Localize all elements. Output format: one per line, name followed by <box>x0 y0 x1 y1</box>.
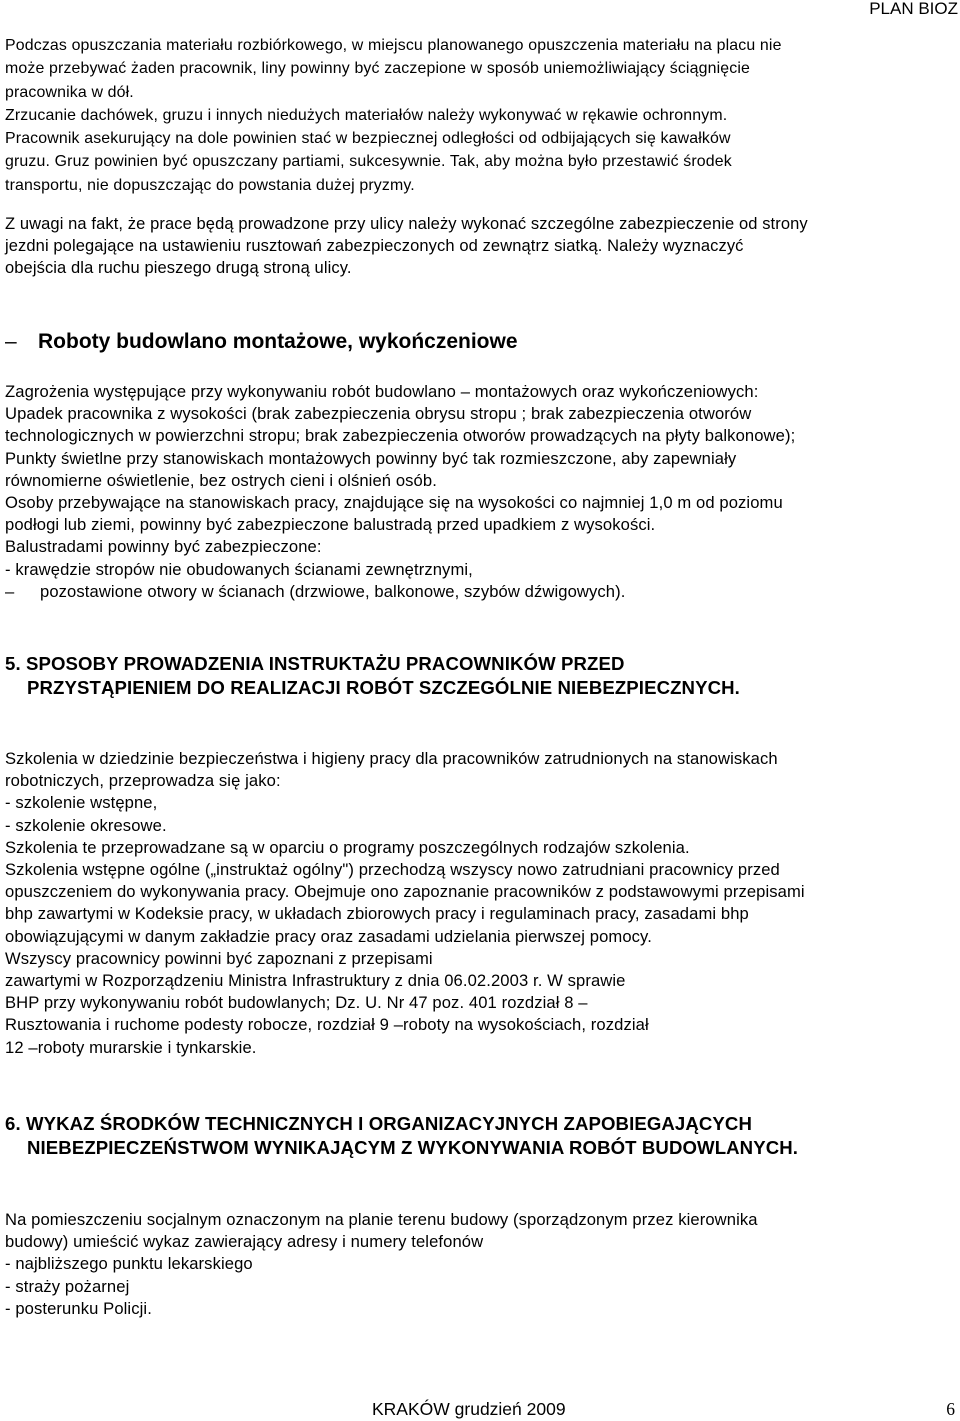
list-item: - najbliższego punktu lekarskiego <box>5 1254 253 1274</box>
text-line: BHP przy wykonywaniu robót budowlanych; Dz. U. Nr 47 poz. 401 rozdział 8 – <box>5 993 588 1013</box>
text-line: Wszyscy pracownicy powinni być zapoznani z przepisami <box>5 948 433 968</box>
text-line: budowy) umieścić wykaz zawierający adresy i numery telefonów <box>5 1232 484 1252</box>
text-line: Zagrożenia występujące przy wykonywaniu robót budowlano – montażowych oraz wykończeniowych: <box>5 382 759 401</box>
text-line: równomierne oświetlenie, bez ostrych cieni i olśnień osób. <box>5 470 437 490</box>
list-item: - posterunku Policji. <box>5 1298 152 1318</box>
section-6-heading-line-1: 6. WYKAZ ŚRODKÓW TECHNICZNYCH I ORGANIZACYJNYCH ZAPOBIEGAJĄCYCH <box>5 1113 752 1134</box>
text-line: Punkty świetlne przy stanowiskach montażowych powinny być tak rozmieszczone, aby zapewniały <box>5 448 737 468</box>
text-line: Szkolenia wstępne ogólne („instruktaż ogólny") przechodzą wszyscy nowo zatrudniani pracownicy przed <box>5 860 780 880</box>
list-item-text: pozostawione otwory w ścianach (drzwiowe, balkonowe, szybów dźwigowych). <box>40 581 626 601</box>
text-line: Rusztowania i ruchome podesty robocze, rozdział 9 –roboty na wysokościach, rozdział <box>5 1015 649 1035</box>
text-line: podłogi lub ziemi, powinny być zabezpieczone balustradą przed upadkiem z wysokości. <box>5 515 656 535</box>
list-item: - szkolenie wstępne, <box>5 793 158 813</box>
training-paragraph <box>5 748 955 1059</box>
text-line: 12 –roboty murarskie i tynkarskie. <box>5 1037 257 1057</box>
street-safety-paragraph <box>5 213 955 280</box>
text-line: Pracownik asekurujący na dole powinien stać w bezpiecznej odległości od odbijających się kawałków <box>5 130 731 148</box>
text-line: gruzu. Gruz powinien być opuszczany partiami, sukcesywnie. Tak, aby można było przestawić środek <box>5 153 732 171</box>
page-header-label: PLAN BIOZ <box>869 0 958 18</box>
text-line: może przebywać żaden pracownik, liny powinny być zaczepione w sposób uniemożliwiający ściągnięcie <box>5 60 750 78</box>
text-line: Zrzucanie dachówek, gruzu i innych niedużych materiałów należy wykonywać w rękawie ochronnym. <box>5 106 728 124</box>
text-line: bhp zawartymi w Kodeksie pracy, w układach zbiorowych pracy i regulaminach pracy, zasadami bhp <box>5 904 749 924</box>
text-line: robotniczych, przeprowadza się jako: <box>5 771 281 791</box>
text-line: Upadek pracownika z wysokości (brak zabezpieczenia obrysu stropu ; brak zabezpieczenia otworów <box>5 404 752 424</box>
text-line: Z uwagi na fakt, że prace będą prowadzone przy ulicy należy wykonać szczególne zabezpieczenie od strony <box>5 215 808 233</box>
list-item: - straży pożarnej <box>5 1276 130 1296</box>
list-item: - szkolenie okresowe. <box>5 815 167 835</box>
list-item: - krawędzie stropów nie obudowanych ścianami zewnętrznymi, <box>5 559 473 579</box>
text-line: zawartymi w Rozporządzeniu Ministra Infrastruktury z dnia 06.02.2003 r. W sprawie <box>5 971 626 991</box>
contacts-paragraph <box>5 1209 955 1320</box>
section-6-heading <box>5 1112 798 1160</box>
text-line: transportu, nie dopuszczając do powstania dużej pryzmy. <box>5 176 415 194</box>
page-footer: KRAKÓW grudzień 2009 <box>372 1399 566 1419</box>
text-line: technologicznych w powierzchni stropu; brak zabezpieczenia otworów prowadzących na płyty balkonowe); <box>5 426 796 446</box>
section-5-heading-line-1: 5. SPOSOBY PROWADZENIA INSTRUKTAŻU PRACOWNIKÓW PRZED <box>5 653 625 674</box>
intro-paragraph <box>5 34 955 197</box>
text-line: Podczas opuszczania materiału rozbiórkowego, w miejscu planowanego opuszczenia materiału na placu nie <box>5 37 782 54</box>
text-line: opuszczeniem do wykonywania pracy. Obejmuje ono zapoznanie pracowników z podstawowymi przepisami <box>5 882 805 902</box>
subsection-heading <box>5 327 518 357</box>
section-5-heading-line-2: PRZYSTĄPIENIEM DO REALIZACJI ROBÓT SZCZEGÓLNIE NIEBEZPIECZNYCH. <box>27 677 740 698</box>
text-line: pracownika w dół. <box>5 83 134 101</box>
text-line: obejścia dla ruchu pieszego drugą stroną ulicy. <box>5 259 352 278</box>
text-line: Osoby przebywające na stanowiskach pracy, znajdujące się na wysokości co najmniej 1,0 m od poziomu <box>5 493 783 513</box>
text-line: Szkolenia te przeprowadzane są w oparciu o programy poszczególnych rodzajów szkolenia. <box>5 837 690 857</box>
subsection-dash: – <box>5 330 17 353</box>
text-line: jezdni polegające na ustawieniu rusztowań zabezpieczonych od zewnątrz siatką. Należy wyznaczyć <box>5 237 744 256</box>
section-6-heading-line-2: NIEBEZPIECZEŃSTWOM WYNIKAJĄCYM Z WYKONYWANIA ROBÓT BUDOWLANYCH. <box>27 1137 799 1158</box>
section-5-heading <box>5 652 740 700</box>
hazards-paragraph <box>5 381 955 603</box>
text-line: Szkolenia w dziedzinie bezpieczeństwa i higieny pracy dla pracowników zatrudnionych na stanowiskach <box>5 749 778 768</box>
text-line: Balustradami powinny być zabezpieczone: <box>5 537 322 557</box>
text-line: obowiązującymi w danym zakładzie pracy oraz zasadami udzielania pierwszej pomocy. <box>5 926 652 946</box>
list-item <box>5 581 955 603</box>
text-line: Na pomieszczeniu socjalnym oznaczonym na planie terenu budowy (sporządzonym przez kierownika <box>5 1210 758 1229</box>
subsection-title: Roboty budowlano montażowe, wykończeniowe <box>38 330 518 353</box>
page-number: 6 <box>946 1399 955 1419</box>
list-dash: – <box>5 581 15 601</box>
